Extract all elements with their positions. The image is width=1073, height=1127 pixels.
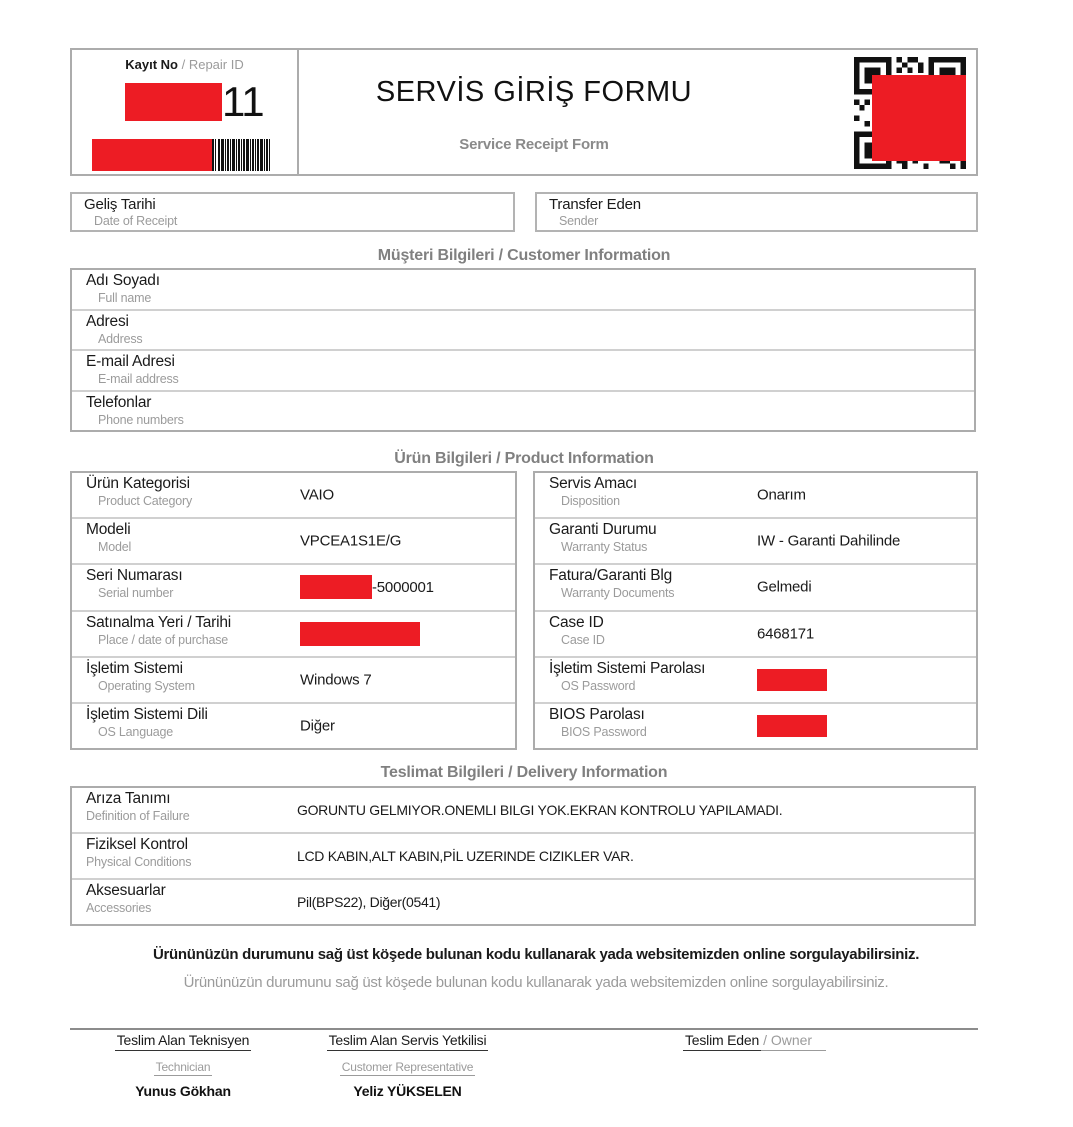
field-phones [72, 390, 974, 431]
redaction-box [125, 83, 222, 121]
date-label-tr: Geliş Tarihi [84, 196, 156, 213]
field-value: Windows 7 [300, 671, 372, 689]
redaction-box [92, 139, 212, 171]
field-email [72, 349, 974, 390]
field-warranty-status [535, 517, 976, 563]
field-label-tr: Adresi [86, 312, 129, 330]
field-label-tr: Aksesuarlar [86, 882, 166, 899]
field-label-tr: Telefonlar [86, 393, 152, 411]
field-label-en: Place / date of purchase [98, 632, 229, 647]
field-value [757, 669, 827, 691]
field-label-en: Full name [98, 291, 152, 305]
field-label-en: Warranty Documents [561, 586, 675, 601]
field-value: Diğer [300, 717, 335, 735]
field-label-tr: BIOS Parolası [549, 705, 645, 723]
field-value: GORUNTU GELMIYOR.ONEMLI BILGI YOK.EKRAN KONTROLU YAPILAMADI. [297, 802, 783, 818]
form-header [70, 48, 978, 176]
sender-label-tr: Transfer Eden [549, 196, 641, 213]
field-os-language [72, 702, 515, 748]
field-label-tr: Adı Soyadı [86, 272, 160, 289]
status-check-note-bold: Ürününüzün durumunu sağ üst köşede bulunan kodu kullanarak yada websitemizden online sorgulayabilirsiniz. [152, 946, 920, 963]
redaction-box [300, 575, 372, 599]
field-label-tr: Fatura/Garanti Blg [549, 567, 673, 585]
sender-label-en: Sender [559, 214, 599, 228]
field-label-tr: Ürün Kategorisi [86, 475, 190, 492]
field-label-tr: Fiziksel Kontrol [86, 836, 188, 853]
redaction-box [757, 715, 827, 737]
product-info-right-box [533, 471, 978, 750]
field-label-en: Phone numbers [98, 412, 184, 427]
field-label-en: OS Language [98, 724, 173, 739]
field-model [72, 517, 515, 563]
barcode [92, 139, 270, 171]
repair-id-label-tr: Kayıt No [125, 57, 178, 72]
field-serial-number [72, 563, 515, 609]
field-label-en: Model [98, 540, 132, 555]
signature-customer-representative [300, 1032, 515, 1099]
qr-code [846, 57, 974, 169]
redaction-box [872, 75, 966, 161]
repair-id-label-en: / Repair ID [177, 57, 244, 72]
signature-name: Yunus Gökhan [135, 1083, 231, 1099]
field-label-en: Disposition [561, 494, 620, 508]
field-address [72, 309, 974, 350]
redaction-box [757, 669, 827, 691]
signature-label-tr: Teslim Alan Teknisyen [115, 1032, 252, 1051]
field-value [300, 575, 434, 599]
page-subtitle: Service Receipt Form [459, 136, 609, 153]
field-label-en: Serial number [98, 586, 174, 601]
repair-id-label [72, 57, 297, 72]
title-cell [299, 50, 976, 174]
field-label-tr: Modeli [86, 521, 131, 539]
signature-label-tr: Teslim Eden [683, 1032, 761, 1051]
repair-id-visible-digits: 11 [222, 78, 264, 125]
date-of-receipt-field [70, 192, 515, 232]
customer-info-box [70, 268, 976, 432]
field-label-en: Accessories [86, 901, 152, 915]
field-warranty-documents [535, 563, 976, 609]
field-label-tr: İşletim Sistemi [86, 659, 183, 677]
field-case-id [535, 610, 976, 656]
field-physical-conditions [72, 832, 974, 878]
field-label-tr: Garanti Durumu [549, 521, 657, 539]
delivery-info-box [70, 786, 976, 926]
signature-label-en: / Owner [761, 1032, 826, 1051]
field-value: IW - Garanti Dahilinde [757, 532, 901, 550]
section-title-customer: Müşteri Bilgileri / Customer Information [377, 247, 671, 264]
sender-field [535, 192, 978, 232]
redaction-box [300, 622, 420, 646]
field-disposition [535, 473, 976, 517]
signature-owner [683, 1032, 826, 1051]
signature-label-en: Customer Representative [341, 1060, 474, 1074]
page-title: SERVİS GİRİŞ FORMU [375, 76, 693, 108]
field-product-category [72, 473, 515, 517]
field-label-tr: İşletim Sistemi Parolası [549, 659, 706, 677]
field-label-en: Case ID [561, 632, 605, 647]
field-failure-definition [72, 788, 974, 832]
field-value: Onarım [757, 486, 806, 504]
field-accessories [72, 878, 974, 924]
field-label-en: OS Password [561, 678, 636, 693]
field-value [757, 715, 827, 737]
field-full-name [72, 270, 974, 309]
field-label-tr: Case ID [549, 613, 604, 631]
field-value: LCD KABIN,ALT KABIN,PİL UZERINDE CIZIKLER VAR. [297, 848, 634, 864]
signature-label-en: Technician [155, 1060, 211, 1074]
section-title-product: Ürün Bilgileri / Product Information [394, 450, 654, 467]
field-value: Gelmedi [757, 578, 812, 596]
field-label-en: Warranty Status [561, 540, 648, 555]
field-bios-password [535, 702, 976, 748]
signature-technician [88, 1032, 278, 1099]
field-place-of-purchase [72, 610, 515, 656]
barcode-icon [212, 139, 270, 171]
field-label-tr: E-mail Adresi [86, 353, 175, 370]
field-label-en: Definition of Failure [86, 809, 190, 823]
field-operating-system [72, 656, 515, 702]
field-label-tr: Servis Amacı [549, 475, 638, 492]
field-label-tr: Arıza Tanımı [86, 790, 171, 807]
field-value: 6468171 [757, 625, 814, 643]
field-label-en: Physical Conditions [86, 855, 192, 869]
field-value: Pil(BPS22), Diğer(0541) [297, 894, 441, 910]
field-label-en: Product Category [98, 494, 193, 508]
repair-id-value [125, 78, 264, 125]
field-os-password [535, 656, 976, 702]
field-label-tr: İşletim Sistemi Dili [86, 705, 208, 723]
signature-divider [70, 1028, 978, 1030]
status-check-note-gray: Ürününüzün durumunu sağ üst köşede bulunan kodu kullanarak yada websitemizden online sorgulayabilirsiniz. [183, 974, 889, 991]
field-value: VAIO [300, 486, 334, 504]
field-label-en: Address [98, 331, 143, 346]
signature-name: Yeliz YÜKSELEN [353, 1083, 462, 1099]
field-label-tr: Satınalma Yeri / Tarihi [86, 613, 232, 631]
product-info-left-box [70, 471, 517, 750]
signature-label-tr: Teslim Alan Servis Yetkilisi [327, 1032, 489, 1051]
repair-id-cell [72, 50, 299, 174]
field-label-en: E-mail address [98, 372, 179, 386]
section-title-delivery: Teslimat Bilgileri / Delivery Information [380, 764, 668, 781]
field-value [300, 622, 420, 646]
field-label-en: Operating System [98, 678, 195, 693]
field-label-tr: Seri Numarası [86, 567, 183, 585]
date-label-en: Date of Receipt [94, 214, 178, 228]
field-label-en: BIOS Password [561, 724, 647, 739]
serial-visible-suffix: -5000001 [372, 578, 434, 596]
field-value: VPCEA1S1E/G [300, 532, 402, 550]
